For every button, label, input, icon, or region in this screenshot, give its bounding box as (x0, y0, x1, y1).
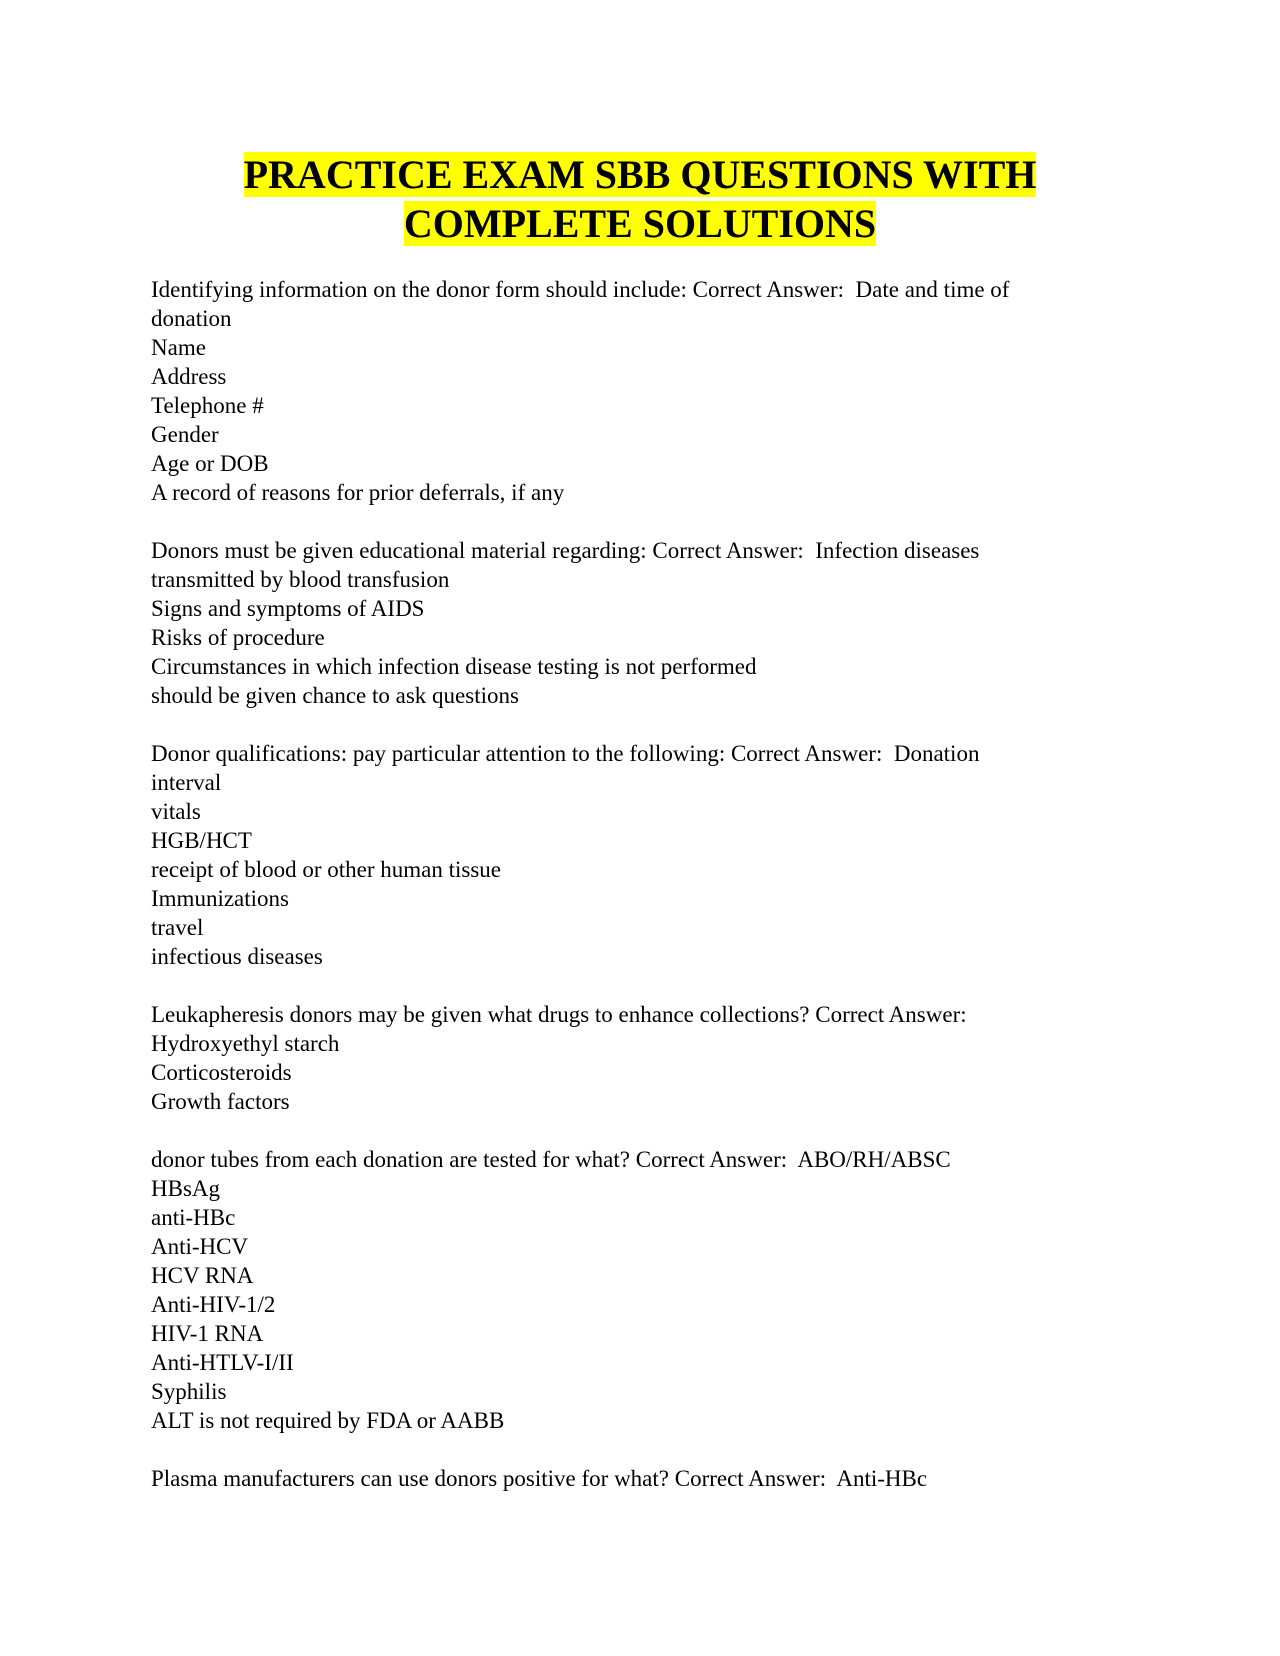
qa-block-donor-tubes (151, 1145, 1131, 1435)
document-body (151, 275, 1131, 1522)
answer-line: Syphilis (151, 1379, 227, 1404)
answer-line: Name (151, 335, 206, 360)
answer-line: should be given chance to ask questions (151, 683, 519, 708)
qa-block-plasma-manufacturers (151, 1464, 1131, 1493)
question-line: Leukapheresis donors may be given what drugs to enhance collections? Correct Answer: (151, 1002, 967, 1027)
answer-line: Anti-HCV (151, 1234, 249, 1259)
answer-line: Signs and symptoms of AIDS (151, 596, 425, 621)
title-line-1: PRACTICE EXAM SBB QUESTIONS WITH (243, 152, 1037, 197)
answer-line: Gender (151, 422, 219, 447)
title-line-2: COMPLETE SOLUTIONS (403, 201, 877, 246)
answer-line: Circumstances in which infection disease testing is not performed (151, 654, 757, 679)
answer-line: ALT is not required by FDA or AABB (151, 1408, 505, 1433)
question-line: donor tubes from each donation are tested for what? Correct Answer: ABO/RH/ABSC (151, 1147, 951, 1172)
answer-line: HCV RNA (151, 1263, 254, 1288)
answer-line: infectious diseases (151, 944, 323, 969)
question-line: Plasma manufacturers can use donors positive for what? Correct Answer: Anti-HBc (151, 1466, 928, 1491)
answer-line: Age or DOB (151, 451, 269, 476)
qa-block-donor-form (151, 275, 1131, 507)
answer-line: Anti-HIV-1/2 (151, 1292, 276, 1317)
answer-line: A record of reasons for prior deferrals, if any (151, 480, 565, 505)
qa-block-donor-qualifications (151, 739, 1131, 971)
answer-line: HIV-1 RNA (151, 1321, 264, 1346)
answer-line: Anti-HTLV-I/II (151, 1350, 294, 1375)
answer-line: Growth factors (151, 1089, 290, 1114)
question-line: Donors must be given educational material regarding: Correct Answer: Infection diseases (151, 538, 980, 563)
answer-line: travel (151, 915, 204, 940)
answer-line: Hydroxyethyl starch (151, 1031, 340, 1056)
answer-line: transmitted by blood transfusion (151, 567, 450, 592)
answer-line: receipt of blood or other human tissue (151, 857, 502, 882)
qa-block-educational-material (151, 536, 1131, 710)
answer-line: Immunizations (151, 886, 289, 911)
question-line: Identifying information on the donor form should include: Correct Answer: Date and time of (151, 277, 1010, 302)
answer-line: Risks of procedure (151, 625, 325, 650)
answer-line: HBsAg (151, 1176, 221, 1201)
answer-line: Address (151, 364, 227, 389)
answer-line: interval (151, 770, 222, 795)
answer-line: vitals (151, 799, 201, 824)
answer-line: Corticosteroids (151, 1060, 292, 1085)
answer-line: anti-HBc (151, 1205, 236, 1230)
answer-line: donation (151, 306, 232, 331)
answer-line: HGB/HCT (151, 828, 252, 853)
qa-block-leukapheresis (151, 1000, 1131, 1116)
answer-line: Telephone # (151, 393, 264, 418)
document-title (150, 150, 1130, 248)
question-line: Donor qualifications: pay particular attention to the following: Correct Answer: Donation (151, 741, 980, 766)
